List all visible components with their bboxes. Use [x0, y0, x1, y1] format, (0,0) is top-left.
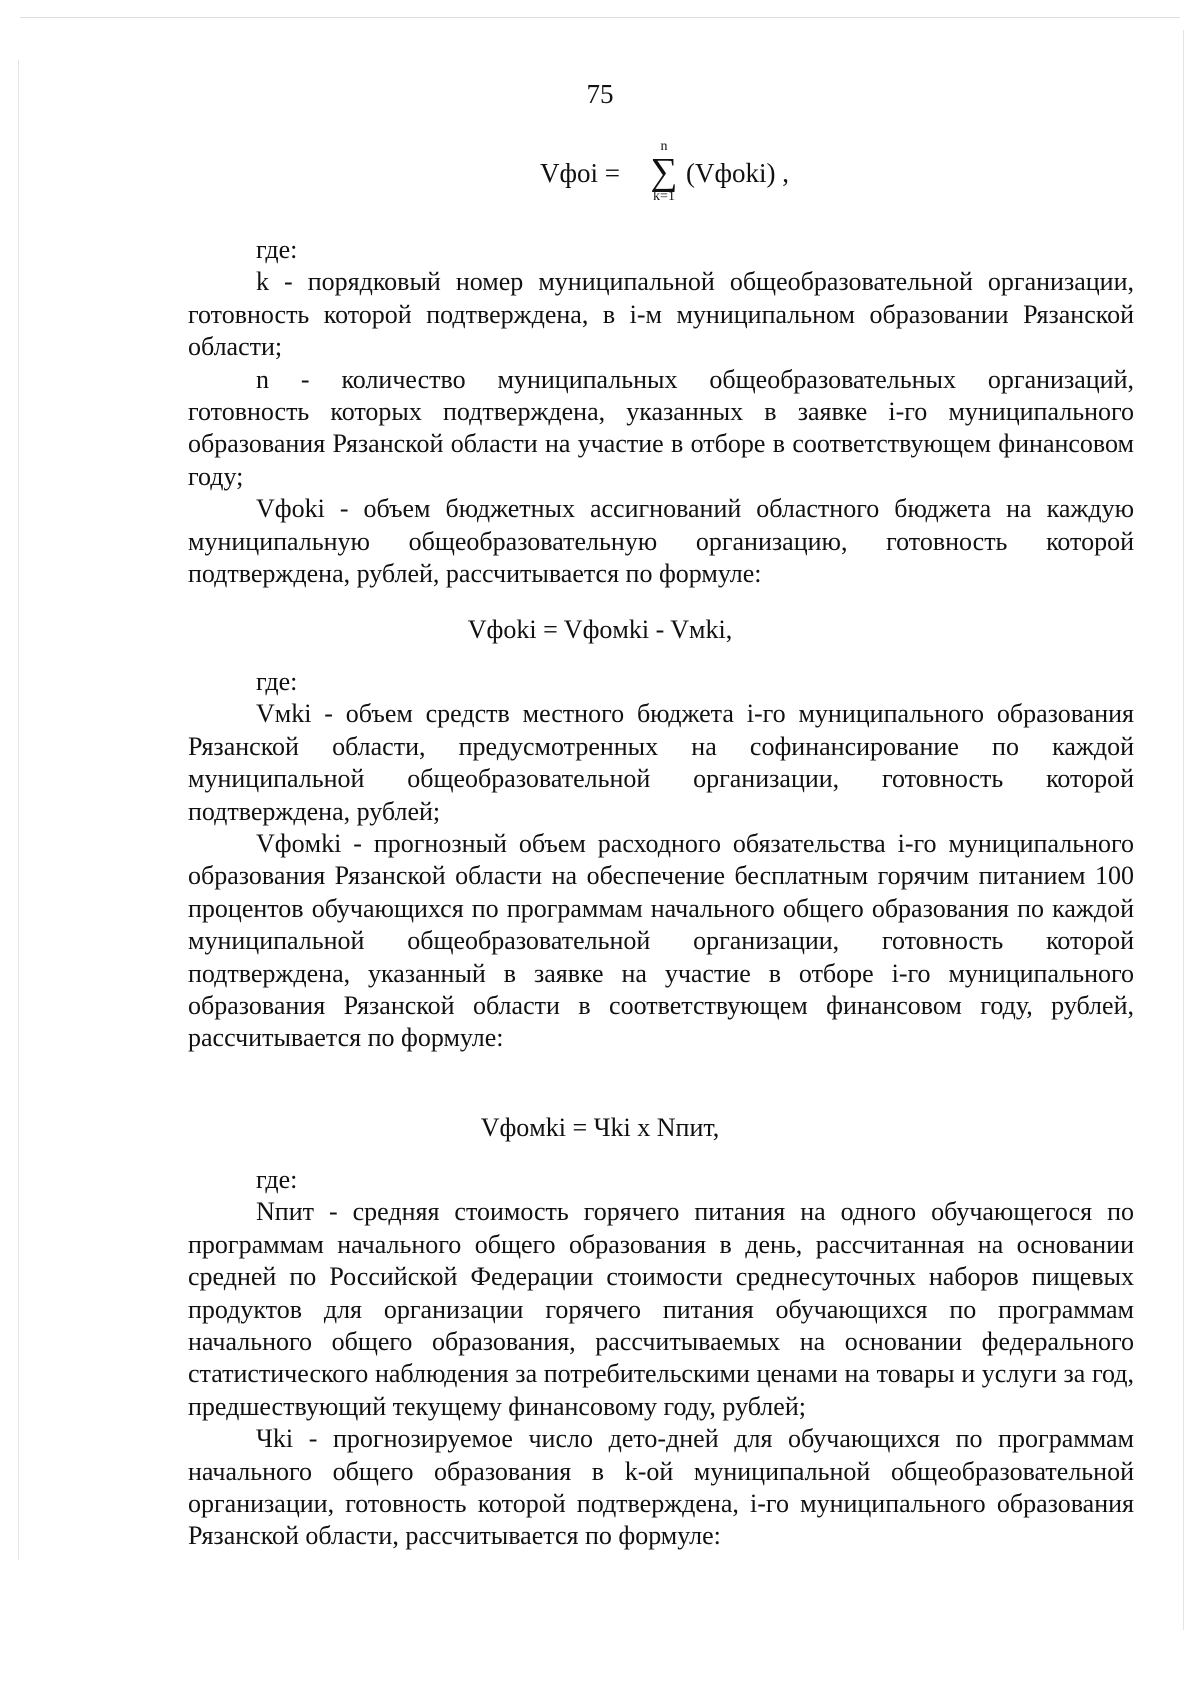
- scan-artifact-left: [18, 60, 19, 1560]
- where-label: где:: [256, 1165, 298, 1194]
- definition-chki: Чki - прогнозируемое число дето-дней для обучающихся по программам начального общего образования в k-ой муниципальной общеобразовательной организации, готовность которой подтверждена, i-го муниципального образования Рязанской области, рассчитывается по формуле:: [188, 1424, 1134, 1551]
- sigma-upper-limit: n: [660, 139, 668, 154]
- formula-sum-rhs: (Vфoki) ,: [686, 158, 789, 188]
- definition-npit: Nпит - средняя стоимость горячего питания на одного обучающегося по программам начального общего образования в день, рассчитанная на основании средней по Российской Федерации стоимости среднесуточных наборов пищевых продуктов для организации горячего питания обучающихся по программам начального общего образования, рассчитываемых на основании федерального статистического наблюдения за потребительскими ценами на товары и услуги за год, предшествующий текущему финансовому году, рублей;: [188, 1197, 1134, 1421]
- formula-vfomki: Vфoмki = Чki x Nпит,: [480, 1113, 720, 1142]
- scan-artifact-right: [1183, 30, 1184, 1630]
- definition-vfomki: Vфoмki - прогнозный объем расходного обязательства i-го муниципального образования Рязанской области на обеспечение бесплатным горячим питанием 100 процентов обучающихся по программам начального общего образования по каждой муниципальной общеобразовательной организации, готовность которой подтверждена, указанный в заявке на участие в отборе i-го муниципального образования Рязанской области в соответствующем финансовом году, рублей, рассчитывается по формуле:: [188, 829, 1134, 1053]
- sigma-block: [644, 140, 684, 204]
- scan-artifact-top: [20, 17, 1180, 18]
- formula-sum-lhs: Vфoi =: [540, 158, 620, 188]
- where-label: где:: [256, 667, 298, 696]
- sigma-symbol: ∑: [650, 151, 678, 193]
- definition-vmki: Vмki - объем средств местного бюджета i-го муниципального образования Рязанской области, предусмотренных на софинансирование по каждой муниципальной общеобразовательной организации, готовность которой подтверждена, рублей;: [188, 699, 1134, 826]
- definitions-block-3: [188, 1164, 1134, 1553]
- definition-vfoki: Vфoki - объем бюджетных ассигнований областного бюджета на каждую муниципальную общеобразовательную организацию, готовность которой подтверждена, рублей, рассчитывается по формуле:: [188, 494, 1134, 589]
- formula-vfoki: Vфoki = Vфoмki - Vмki,: [467, 615, 733, 644]
- where-label: где:: [256, 235, 298, 264]
- definitions-block-1: [188, 234, 1134, 590]
- sigma-lower-limit: k=1: [653, 189, 675, 204]
- definition-k: k - порядковый номер муниципальной общеобразовательной организации, готовность которой подтверждена, в i-м муниципальном образовании Рязанской области;: [188, 267, 1134, 362]
- page-number: 75: [586, 79, 614, 109]
- definition-n: n - количество муниципальных общеобразовательных организаций, готовность которых подтверждена, указанных в заявке i-го муниципального образования Рязанской области на участие в отборе в соответствующем финансовом году;: [188, 364, 1134, 491]
- definitions-block-2: [188, 666, 1134, 1055]
